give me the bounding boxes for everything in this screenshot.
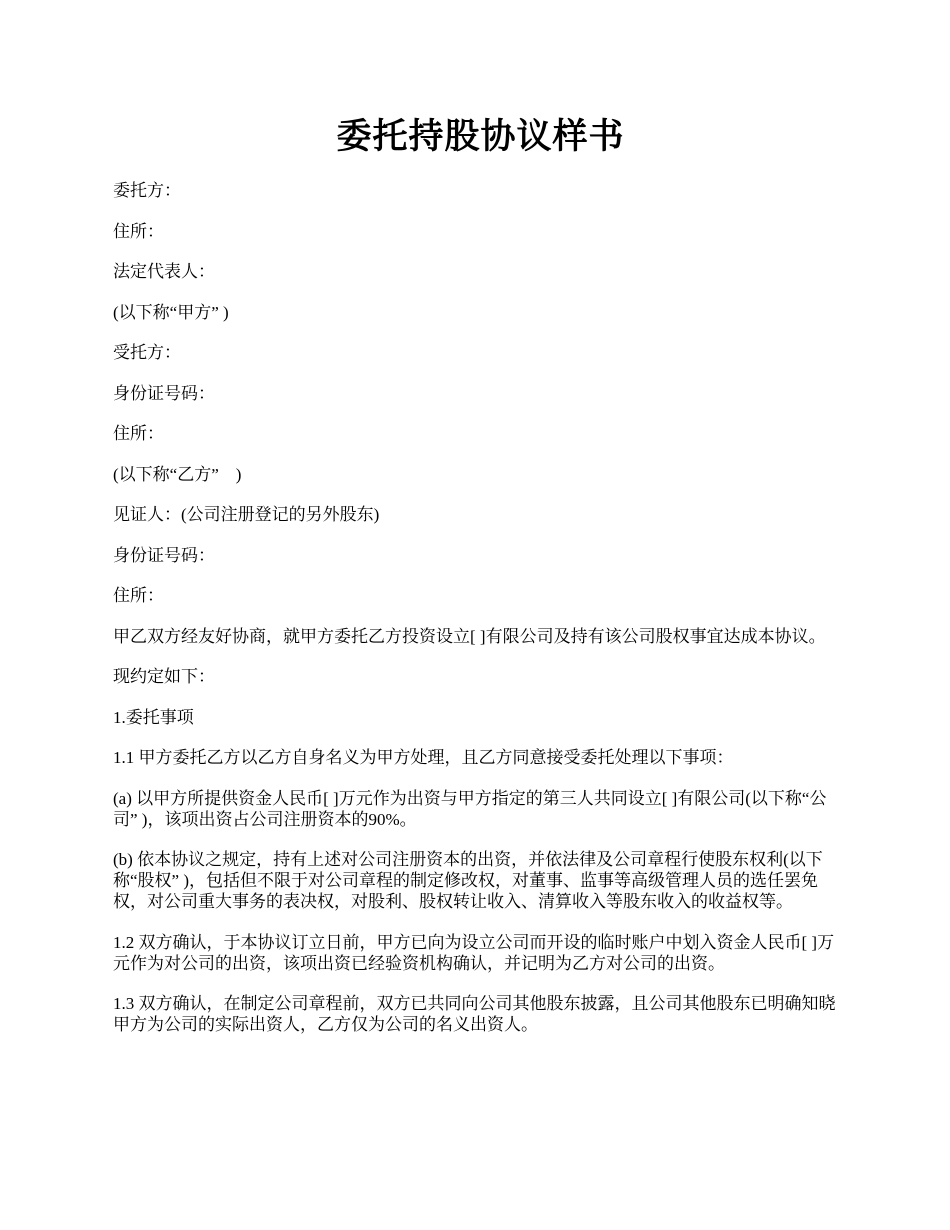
agreement-intro: 现约定如下： [113, 667, 215, 686]
party-a-address: 住所： [113, 221, 164, 241]
party-a-legal-rep: 法定代表人： [113, 262, 215, 281]
clause-1-1: 1.1 甲方委托乙方以乙方自身名义为甲方处理，且乙方同意接受委托处理以下事项： [113, 748, 734, 767]
party-b-address: 住所： [113, 424, 164, 443]
document-title: 委托持股协议样书 [336, 117, 625, 156]
party-b-id-number: 身份证号码： [113, 383, 215, 403]
section-heading: 1.委托事项 [113, 707, 194, 727]
party-b-alias: (以下称“乙方” ) [113, 464, 242, 484]
party-a-label: 委托方： [113, 181, 181, 200]
witness-id-number: 身份证号码： [113, 545, 215, 565]
clause-1-1-b: (b) 依本协议之规定，持有上述对公司注册资本的出资，并依法律及公司章程行使股东权利(以下称“股权” )，包括但不限于对公司章程的制定修改权，对董事、监事等高级管理人员的选任罢免权，对公司重大事务的表决权，对股利、股权转让收入、清算收入等股东收入的收益权等。 [113, 850, 823, 911]
clause-1-2: 1.2 双方确认，于本协议订立日前，甲方已向为设立公司而开设的临时账户中划入资金人民币[ ]万元作为对公司的出资，该项出资已经验资机构确认，并记明为乙方对公司的出资。 [113, 932, 835, 973]
clause-1-3: 1.3 双方确认，在制定公司章程前，双方已共同向公司其他股东披露，且公司其他股东已明确知晓甲方为公司的实际出资人，乙方仅为公司的名义出资人。 [113, 994, 836, 1034]
witness-label: 见证人：(公司注册登记的另外股东) [113, 505, 380, 524]
party-a-alias: (以下称“甲方” ) [113, 302, 229, 322]
document-page [113, 112, 848, 1055]
preamble-paragraph: 甲乙双方经友好协商，就甲方委托乙方投资设立[ ]有限公司及持有该公司股权事宜达成本协议。 [113, 626, 826, 646]
witness-address: 住所： [113, 586, 164, 605]
party-b-label: 受托方： [113, 343, 181, 362]
clause-1-1-a: (a) 以甲方所提供资金人民币[ ]万元作为出资与甲方指定的第三人共同设立[ ]有限公司(以下称“公司” )，该项出资占公司注册资本的90%。 [113, 788, 827, 829]
